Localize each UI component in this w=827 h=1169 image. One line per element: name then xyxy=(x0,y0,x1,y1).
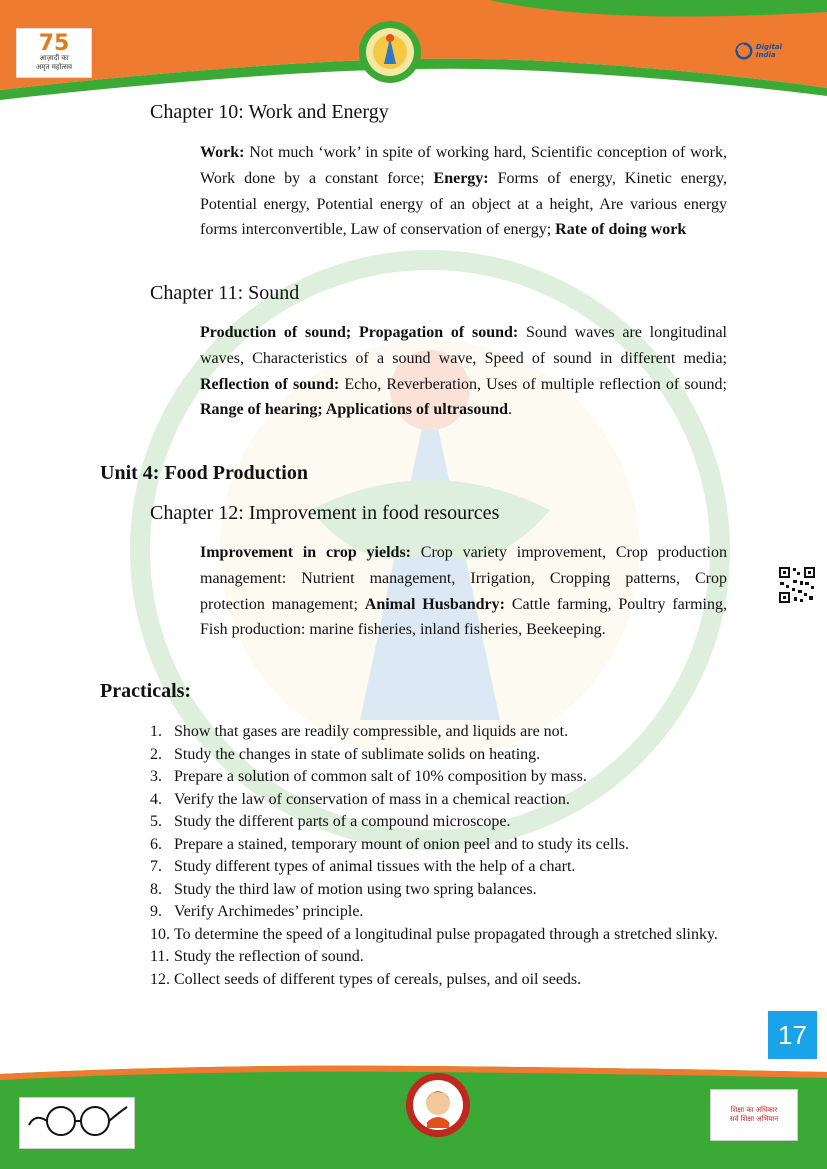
item-text: Show that gases are readily compressible, and liquids are not. xyxy=(174,723,569,740)
practicals-list xyxy=(150,721,727,991)
list-item xyxy=(150,811,727,834)
list-item xyxy=(150,744,727,767)
bold-term: Animal Husbandry: xyxy=(364,595,505,613)
item-number: 7. xyxy=(150,858,162,875)
azadi-ka-amrit-mahotsav-logo xyxy=(16,28,92,78)
chapter-12-title: Chapter 12: Improvement in food resources xyxy=(150,502,500,524)
logo-number: 75 xyxy=(38,31,70,56)
list-item xyxy=(150,721,727,744)
bold-term: Range of hearing; Applications of ultrasound xyxy=(200,401,509,419)
bold-term: Energy: xyxy=(433,169,489,187)
item-number: 11. xyxy=(150,948,170,965)
item-text: Study the changes in state of sublimate solids on heating. xyxy=(174,745,541,763)
list-item xyxy=(150,901,727,924)
bold-term: Production of sound; Propagation of sound: xyxy=(200,324,519,341)
list-item xyxy=(150,879,727,902)
chapter-12-content xyxy=(200,540,727,643)
list-item xyxy=(150,766,727,789)
bold-term: Rate of doing work xyxy=(555,221,687,239)
text: Not much ‘work’ in spite of working hard, Scientific conception of work, Work done by a constant force; xyxy=(200,144,727,187)
item-text: Collect seeds of different types of cereals, pulses, and oil seeds. xyxy=(174,970,582,988)
text: Sound waves are longitudinal waves, Characteristics of a sound wave, Speed of sound in different media; xyxy=(200,324,728,367)
list-item xyxy=(150,924,727,947)
item-text: Study the third law of motion using two spring balances. xyxy=(174,880,537,898)
list-item xyxy=(150,946,727,969)
list-item xyxy=(150,834,727,857)
digital-india-logo xyxy=(735,38,795,64)
item-number: 8. xyxy=(150,880,162,898)
text: Cattle farming, Poultry farming, Fish production: marine fisheries, inland fisheries, Beekeeping. xyxy=(200,595,728,639)
text: Crop variety improvement, Crop production management: Nutrient management, Irrigation, Cropping patterns, Crop protection management; xyxy=(200,544,727,613)
chapter-11-content xyxy=(200,320,727,423)
item-text: Study different types of animal tissues with the help of a chart. xyxy=(174,858,576,875)
item-number: 4. xyxy=(150,790,162,808)
practicals-title: Practicals: xyxy=(100,680,192,702)
item-text: Verify the law of conservation of mass in a chemical reaction. xyxy=(174,790,570,808)
qr-code-icon[interactable] xyxy=(778,566,816,604)
bold-term: Reflection of sound: xyxy=(200,375,340,393)
digital-india-text: Digital India xyxy=(755,43,782,59)
chapter-11-title: Chapter 11: Sound xyxy=(150,282,300,304)
item-text: To determine the speed of a longitudinal pulse propagated through a stretched slinky. xyxy=(174,925,718,943)
item-text: Study the reflection of sound. xyxy=(174,948,364,965)
text: . xyxy=(508,401,513,419)
beti-bachao-beti-padhao-icon xyxy=(405,1070,471,1140)
item-text: Prepare a stained, temporary mount of onion peel and to study its cells. xyxy=(174,835,629,853)
bold-term: Work: xyxy=(200,144,245,161)
logo-line2: अमृत महोत्सव xyxy=(35,63,73,71)
item-number: 5. xyxy=(150,813,162,830)
right-to-education-logo xyxy=(710,1089,798,1141)
item-number: 1. xyxy=(150,723,162,740)
item-number: 9. xyxy=(150,903,162,920)
item-number: 3. xyxy=(150,768,162,785)
bold-term: Improvement in crop yields: xyxy=(200,544,411,561)
board-seal-icon xyxy=(358,20,422,84)
item-number: 6. xyxy=(150,835,162,853)
text: Forms of energy, Kinetic energy, Potential energy, Potential energy of an object at a height, Are various energy forms interconvertible, Law of conservation of energy; xyxy=(200,169,727,239)
unit-4-title: Unit 4: Food Production xyxy=(100,462,308,484)
item-number: 2. xyxy=(150,745,162,763)
item-text: Study the different parts of a compound microscope. xyxy=(174,813,511,830)
logo-line1: आज़ादी का xyxy=(39,54,69,62)
page-number-badge: 17 xyxy=(768,1011,817,1059)
rte-line1: शिक्षा का अधिकार xyxy=(730,1106,778,1114)
digital-india-icon xyxy=(735,40,753,62)
text: Echo, Reverberation, Uses of multiple reflection of sound; xyxy=(339,375,728,393)
rte-line2: सर्व शिक्षा अभियान xyxy=(729,1115,779,1123)
item-number: 12. xyxy=(150,970,170,988)
spectacles-icon xyxy=(25,1103,129,1143)
list-item xyxy=(150,856,727,879)
item-text: Verify Archimedes’ principle. xyxy=(174,903,364,920)
swachh-bharat-logo xyxy=(19,1097,135,1149)
list-item xyxy=(150,969,727,992)
list-item xyxy=(150,789,727,812)
chapter-10-content xyxy=(200,140,727,243)
item-number: 10. xyxy=(150,925,170,943)
item-text: Prepare a solution of common salt of 10% composition by mass. xyxy=(174,768,587,785)
chapter-10-title: Chapter 10: Work and Energy xyxy=(150,101,389,123)
